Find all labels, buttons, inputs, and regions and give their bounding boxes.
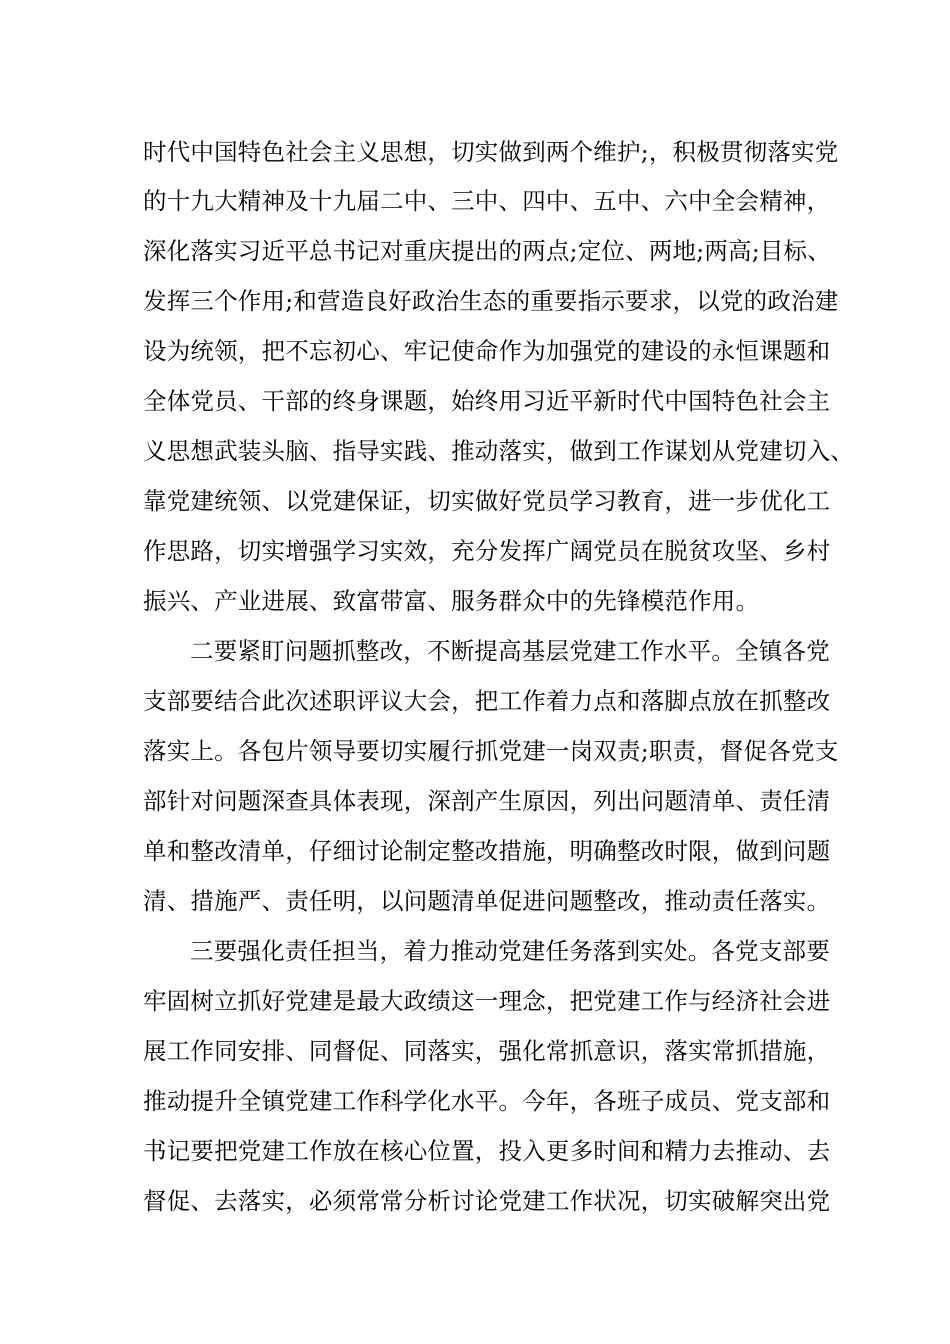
text-line: 深化落实习近平总书记对重庆提出的两点;定位、两地;两高;目标、 bbox=[143, 237, 831, 265]
text-line: 时代中国特色社会主义思想，切实做到两个维护;，积极贯彻落实党 bbox=[143, 138, 839, 166]
text-line: 全体党员、干部的终身课题，始终用习近平新时代中国特色社会主 bbox=[143, 387, 831, 415]
text-line: 督促、去落实，必须常常分析讨论党建工作状况，切实破解突出党 bbox=[143, 1187, 831, 1215]
text-line: 义思想武装头脑、指导实践、推动落实，做到工作谋划从党建切入、 bbox=[143, 437, 854, 465]
text-line: 单和整改清单，仔细讨论制定整改措施，明确整改时限，做到问题 bbox=[143, 837, 831, 865]
text-line: 振兴、产业进展、致富带富、服务群众中的先锋模范作用。 bbox=[143, 587, 760, 615]
text-line: 推动提升全镇党建工作科学化水平。今年，各班子成员、党支部和 bbox=[143, 1087, 831, 1115]
paragraph-3-first-line: 三要强化责任担当，着力推动党建任务落到实处。各党支部要 bbox=[190, 937, 830, 965]
text-line: 的十九大精神及十九届二中、三中、四中、五中、六中全会精神， bbox=[143, 187, 831, 215]
text-line: 靠党建统领、以党建保证，切实做好党员学习教育，进一步优化工 bbox=[143, 487, 831, 515]
text-line: 牢固树立抓好党建是最大政绩这一理念，把党建工作与经济社会进 bbox=[143, 987, 831, 1015]
text-line: 设为统领，把不忘初心、牢记使命作为加强党的建设的永恒课题和 bbox=[143, 337, 831, 365]
text-line: 发挥三个作用;和营造良好政治生态的重要指示要求，以党的政治建 bbox=[143, 287, 839, 315]
text-line: 作思路，切实增强学习实效，充分发挥广阔党员在脱贫攻坚、乡村 bbox=[143, 537, 831, 565]
text-line: 落实上。各包片领导要切实履行抓党建一岗双责;职责，督促各党支 bbox=[143, 737, 839, 765]
text-line: 展工作同安排、同督促、同落实，强化常抓意识，落实常抓措施， bbox=[143, 1037, 831, 1065]
text-line: 部针对问题深查具体表现，深剖产生原因，列出问题清单、责任清 bbox=[143, 787, 831, 815]
text-line: 清、措施严、责任明，以问题清单促进问题整改，推动责任落实。 bbox=[143, 887, 831, 915]
text-line: 书记要把党建工作放在核心位置，投入更多时间和精力去推动、去 bbox=[143, 1137, 831, 1165]
text-line: 支部要结合此次述职评议大会，把工作着力点和落脚点放在抓整改 bbox=[143, 687, 831, 715]
paragraph-2-first-line: 二要紧盯问题抓整改，不断提高基层党建工作水平。全镇各党 bbox=[190, 637, 830, 665]
